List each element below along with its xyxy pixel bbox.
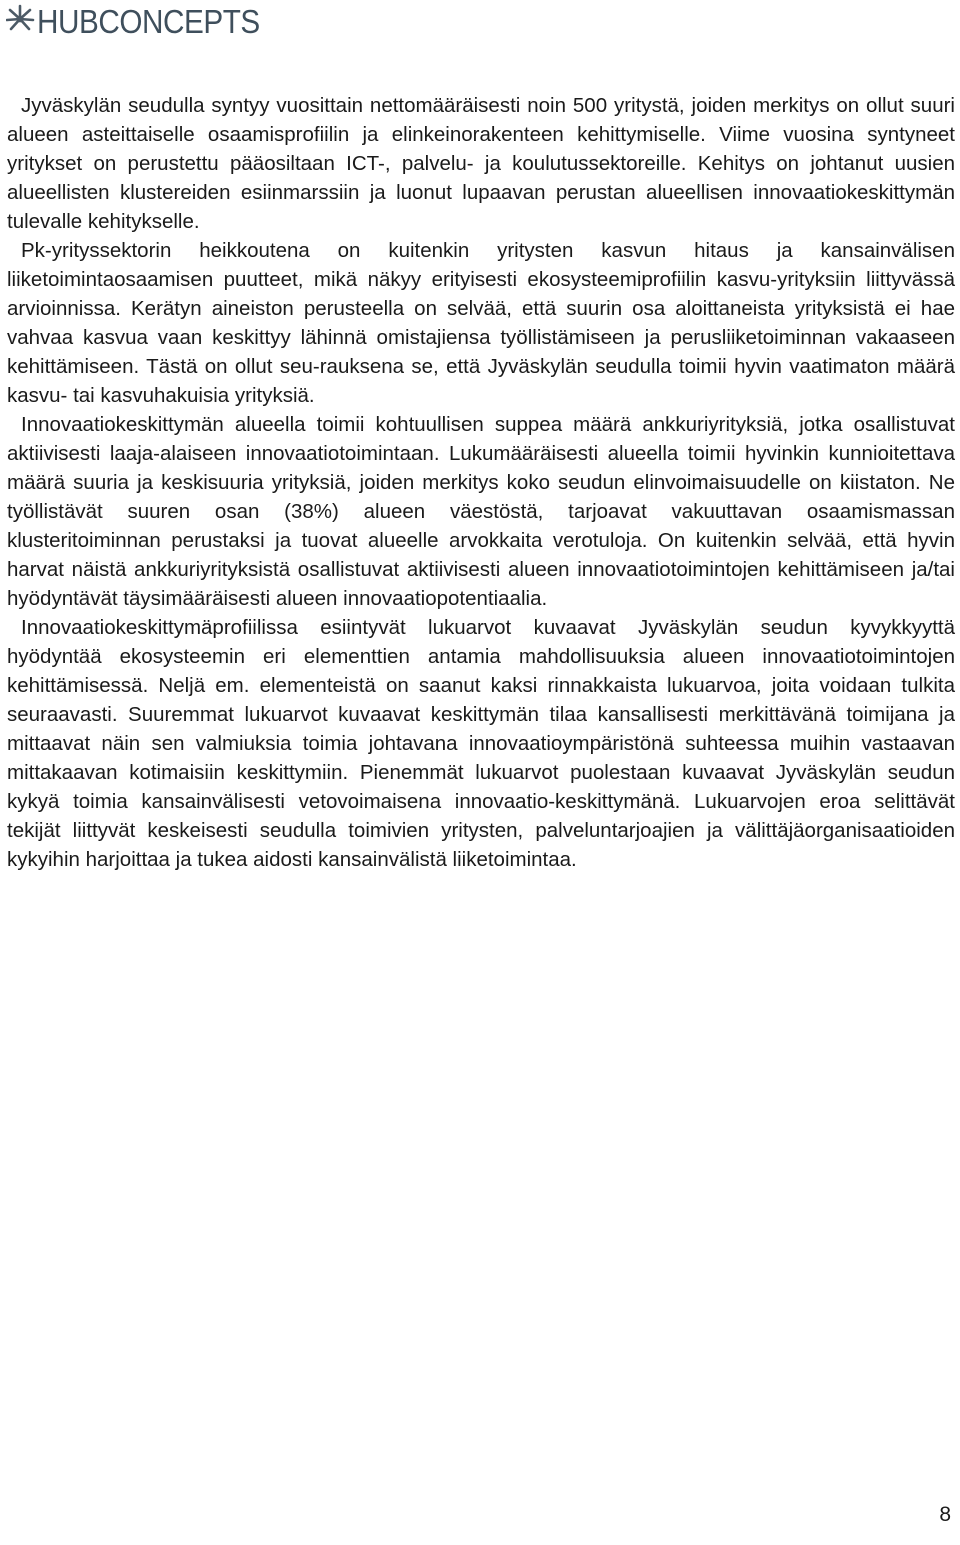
paragraph-3: Innovaatiokeskittymän alueella toimii kohtuullisen suppea määrä ankkuriyrityksiä, jotka osallistuvat aktiivisesti laaja-alaiseen innovaatiotoimintaan. Lukumääräisesti alueella toimii hyvinkin kunnioitettava määrä suuria ja keskisuuria yrityksiä, joiden merkitys koko seudun elinvoimaisuudelle on kiistaton. Ne työllistävät suuren osan (38%) alueen väestöstä, tarjoavat vakuuttavan osaamismassan klusteritoiminnan perustaksi ja tuovat alueelle arvokkaita verotuloja. On kuitenkin selvää, että hyvin harvat näistä ankkuriyrityksistä osallistuvat aktiivisesti alueen innovaatiotoimintojen kehittämiseen ja/tai hyödyntävät täysimääräisesti alueen innovaatiopotentiaalia.	[7, 413, 955, 610]
hub-spark-icon	[6, 2, 36, 42]
hubconcepts-logo	[6, 2, 285, 42]
paragraph-1: Jyväskylän seudulla syntyy vuosittain nettomääräisesti noin 500 yritystä, joiden merkitys on ollut suuri alueen asteittaiselle osaamisprofiilin ja elinkeinorakenteen kehittymiselle. Viime vuosina syntyneet yritykset on perustettu pääosiltaan ICT-, palvelu- ja koulutussektoreille. Kehitys on johtanut uusien alueellisten klustereiden esiinmarssiin ja luonut lupaavan perustan alueellisen innovaatiokeskittymän tulevalle kehitykselle.	[7, 94, 955, 233]
page-number: 8	[939, 1503, 951, 1526]
document-body	[7, 91, 955, 874]
logo-wordmark: HUBCONCEPTS	[37, 3, 260, 40]
paragraph-4: Innovaatiokeskittymäprofiilissa esiintyvät lukuarvot kuvaavat Jyväskylän seudun kyvykkyyttä hyödyntää ekosysteemin eri elementtien antamia mahdollisuuksia alueen innovaatiotoimintojen kehittämisessä. Neljä em. elementeistä on saanut kaksi rinnakkaista lukuarvoa, joita voidaan tulkita seuraavasti. Suuremmat lukuarvot kuvaavat keskittymän tilaa kansallisesti merkittävänä toimijana ja mittaavat näin sen valmiuksia toimia johtavana innovaatioympäristönä suhteessa muihin vastaavan mittakaavan kotimaisiin keskittymiin. Pienemmät lukuarvot puolestaan kuvaavat Jyväskylän seudun kykyä toimia kansainvälisesti vetovoimaisena innovaatio-keskittymänä. Lukuarvojen eroa selittävät tekijät liittyvät keskeisesti seudulla toimivien yritysten, palveluntarjoajien ja välittäjäorganisaatioiden kykyihin harjoittaa ja tukea aidosti kansainvälistä liiketoimintaa.	[7, 616, 955, 871]
paragraph-2: Pk-yrityssektorin heikkoutena on kuitenkin yritysten kasvun hitaus ja kansainvälisen liiketoimintaosaamisen puutteet, mikä näkyy erityisesti ekosysteemiprofiilin kasvu-yrityksiin liittyvässä arvioinnissa. Kerätyn aineiston perusteella on selvää, että suurin osa aloittaneista yrityksistä ei hae vahvaa kasvua vaan keskittyy lähinnä omistajiensa työllistämiseen ja perusliiketoiminnan vakaaseen kehittämiseen. Tästä on ollut seu-rauksena se, että Jyväskylän seudulla toimii hyvin vaatimaton määrä kasvu- tai kasvuhakuisia yrityksiä.	[7, 239, 955, 407]
